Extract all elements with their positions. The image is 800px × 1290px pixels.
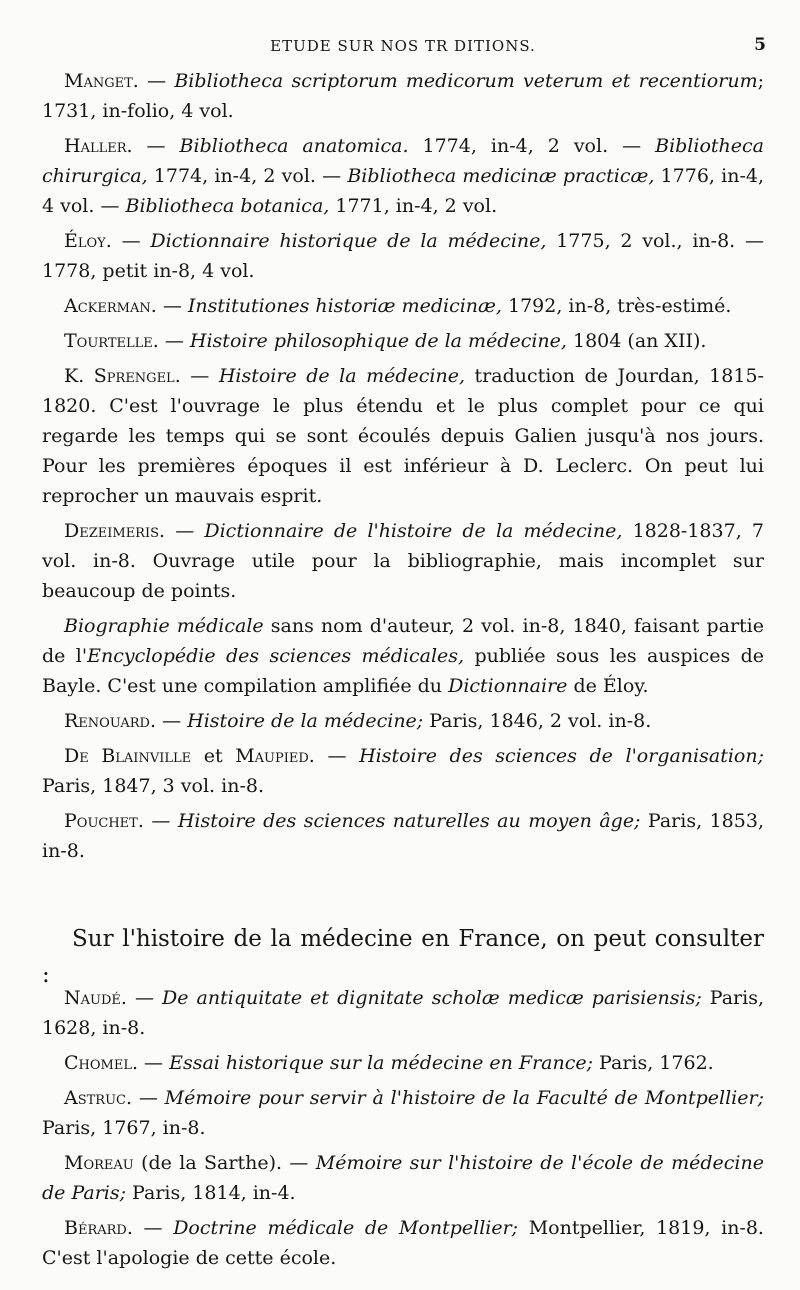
bibliography-entry: Manget. — Bibliotheca scriptorum medicorum veterum et recentiorum; 1731, in-folio, 4 vol. <box>42 70 764 122</box>
bibliography-entry: Dezeimeris. — Dictionnaire de l'histoire de la médecine, 1828-1837, 7 vol. in-8. Ouvrage utile pour la bibliographie, mais incomplet sur beaucoup de points. <box>42 520 764 602</box>
bibliography-entry: Naudé. — De antiquitate et dignitate scholæ medicæ parisiensis; Paris, 1628, in-8. <box>42 987 764 1039</box>
bibliography-entry: Pouchet. — Histoire des sciences naturelles au moyen âge; Paris, 1853, in-8. <box>42 810 764 862</box>
bibliography-entry: Bérard. — Doctrine médicale de Montpellier; Montpellier, 1819, in-8. C'est l'apologie de cette école. <box>42 1217 764 1269</box>
bibliography-entry: Éloy. — Dictionnaire historique de la médecine, 1775, 2 vol., in-8. — 1778, petit in-8, 4 vol. <box>42 230 764 282</box>
bibliography-entry: Astruc. — Mémoire pour servir à l'histoire de la Faculté de Montpellier; Paris, 1767, in-8. <box>42 1087 764 1139</box>
page-header <box>40 37 766 59</box>
bibliography-entry: Moreau (de la Sarthe). — Mémoire sur l'histoire de l'école de médecine de Paris; Paris, 1814, in-4. <box>42 1152 764 1204</box>
bibliography-list <box>42 66 764 871</box>
bibliography-entry: Haller. — Bibliotheca anatomica. 1774, in-4, 2 vol. — Bibliotheca chirurgica, 1774, in-4, 2 vol. — Bibliotheca medicinæ practicæ, 1776, in-4, 4 vol. — Bibliotheca botanica, 1771, in-4, 2 vol. <box>42 135 764 217</box>
page-number: 5 <box>754 35 766 55</box>
bibliography-entry: Ackerman. — Institutiones historiæ medicinæ, 1792, in-8, très-estimé. <box>64 295 732 317</box>
bibliography-entry: Biographie médicale sans nom d'auteur, 2 vol. in-8, 1840, faisant partie de l'Encyclopédie des sciences médicales, publiée sous les auspices de Bayle. C'est une compilation amplifiée du Dictionnaire de Éloy. <box>42 615 765 697</box>
section-intro: Sur l'histoire de la médecine en France, on peut consulter : <box>42 926 764 988</box>
bibliography-entry: Chomel. — Essai historique sur la médecine en France; Paris, 1762. <box>64 1052 714 1074</box>
bibliography-list-france <box>42 983 764 1278</box>
bibliography-entry: K. Sprengel. — Histoire de la médecine, traduction de Jourdan, 1815-1820. C'est l'ouvrage le plus étendu et le plus complet pour ce qui regarde les temps qui se sont écoulés depuis Galien jusqu'à nos jours. Pour les premières époques il est inférieur à D. Leclerc. On peut lui reprocher un mauvais esprit. <box>42 365 764 507</box>
bibliography-entry: De Blainville et Maupied. — Histoire des sciences de l'organisation; Paris, 1847, 3 vol. in-8. <box>42 745 764 797</box>
bibliography-entry: Tourtelle. — Histoire philosophique de la médecine, 1804 (an XII). <box>64 330 707 352</box>
bibliography-entry: Renouard. — Histoire de la médecine; Paris, 1846, 2 vol. in-8. <box>64 710 652 732</box>
running-title: ETUDE SUR NOS TR DITIONS. <box>270 37 536 55</box>
